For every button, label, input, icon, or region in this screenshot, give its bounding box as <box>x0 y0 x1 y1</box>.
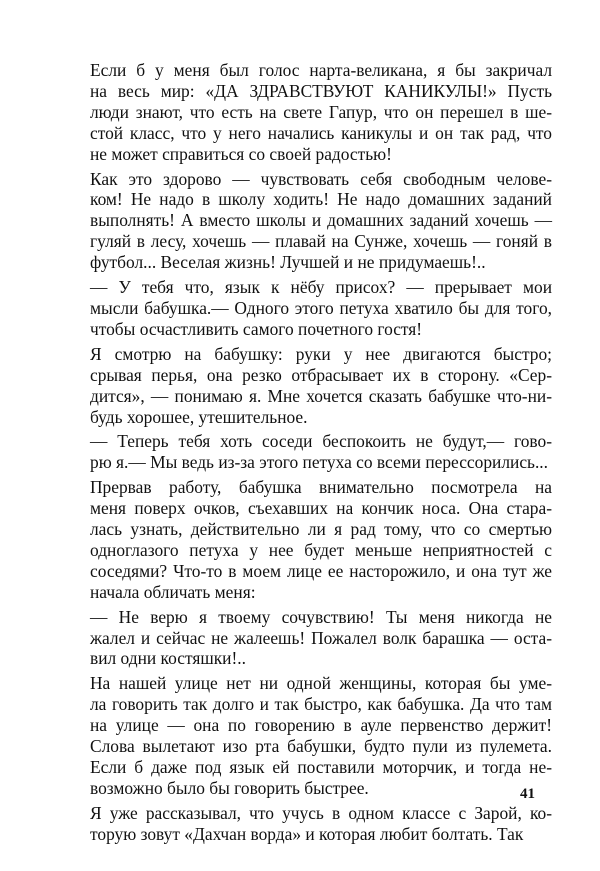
paragraph <box>90 673 552 798</box>
text-line: на весь мир: «ДА ЗДРАВСТВУЮТ КАНИКУЛЫ!» Пусть <box>90 80 552 101</box>
text-line: мысли бабушка.— Одного этого петуха хватило бы для того, <box>90 297 552 318</box>
text-line: Слова вылетают изо рта бабушки, будто пули из пулемета. <box>90 736 552 757</box>
text-line: — Не верю я твоему сочувствию! Ты меня никогда не <box>90 606 552 627</box>
text-line: ком! Не надо в школу ходить! Не надо домашних заданий <box>90 189 552 210</box>
text-line: на улице — она по говорению в ауле первенство держит! <box>90 715 552 736</box>
text-line: лась узнать, действительно ли я рад тому, что со смертью <box>90 519 552 540</box>
text-line: будь хорошее, утешительное. <box>90 406 308 427</box>
text-line: выполнять! А вместо школы и домашних заданий хочешь — <box>90 210 552 231</box>
text-line: — Теперь тебя хоть соседи беспокоить не будут,— гово- <box>90 431 552 452</box>
text-line: футбол... Веселая жизнь! Лучшей и не придумаешь!.. <box>90 252 486 273</box>
text-line: Если б даже под язык ей поставили моторчик, и тогда не- <box>90 757 552 777</box>
paragraph <box>90 431 552 473</box>
text-line: соседями? Что-то в моем лице ее насторожило, и она тут же <box>90 560 552 581</box>
paragraph <box>90 344 552 428</box>
text-line: чтобы осчастливить самого почетного гостя! <box>90 318 423 339</box>
paragraph <box>90 803 552 845</box>
text-line: На нашей улице нет ни одной женщины, которая бы уме- <box>90 673 552 694</box>
text-line: гуляй в лесу, хочешь — плавай на Сунже, хочешь — гоняй в <box>90 231 552 252</box>
paragraph <box>90 277 552 340</box>
paragraph <box>90 607 552 670</box>
text-line: Как это здорово — чувствовать себя свободным челове- <box>90 168 552 189</box>
text-line: Если б у меня был голос нарта-великана, я бы закричал <box>90 60 552 80</box>
text-line: — У тебя что, язык к нёбу присох? — прерывает мои <box>90 277 552 298</box>
text-line: ла говорить так долго и так быстро, как бабушка. Да что там <box>90 694 552 715</box>
text-line: одноглазого петуха у нее будет меньше неприятностей с <box>90 539 552 560</box>
text-line: Я уже рассказывал, что учусь в одном классе с Зарой, ко- <box>90 802 552 823</box>
text-line: вил одни костяшки!.. <box>90 648 246 669</box>
text-line: стой класс, что у него начались каникулы и он так рад, что <box>90 122 552 143</box>
paragraph <box>90 169 552 274</box>
page-body <box>90 60 552 849</box>
paragraph <box>90 60 552 165</box>
text-line: рю я.— Мы ведь из-за этого петуха со всеми перессорились... <box>90 452 549 473</box>
text-line: меня поверх очков, съехавших на кончик носа. Она стара- <box>90 498 552 519</box>
text-line: торую зовут «Дахчан ворда» и которая любит болтать. Так <box>90 823 524 844</box>
text-line: не может справиться со своей радостью! <box>90 143 392 164</box>
text-line: дится», — понимаю я. Мне хочется сказать бабушке что-ни- <box>90 385 552 406</box>
text-line: Прервав работу, бабушка внимательно посмотрела на <box>90 477 552 498</box>
text-line: люди знают, что есть на свете Гапур, что он перешел в ше- <box>90 101 552 122</box>
text-line: начала обличать меня: <box>90 581 256 602</box>
text-line: возможно было бы говорить быстрее. <box>90 777 369 798</box>
text-line: Я смотрю на бабушку: руки у нее двигаются быстро; <box>90 343 552 364</box>
page-number: 41 <box>520 786 535 802</box>
text-line: срывая перья, она резко отбрасывает их в сторону. «Сер- <box>90 364 552 385</box>
paragraph <box>90 477 552 602</box>
text-line: жалел и сейчас не жалеешь! Пожалел волк барашка — оста- <box>90 627 552 648</box>
